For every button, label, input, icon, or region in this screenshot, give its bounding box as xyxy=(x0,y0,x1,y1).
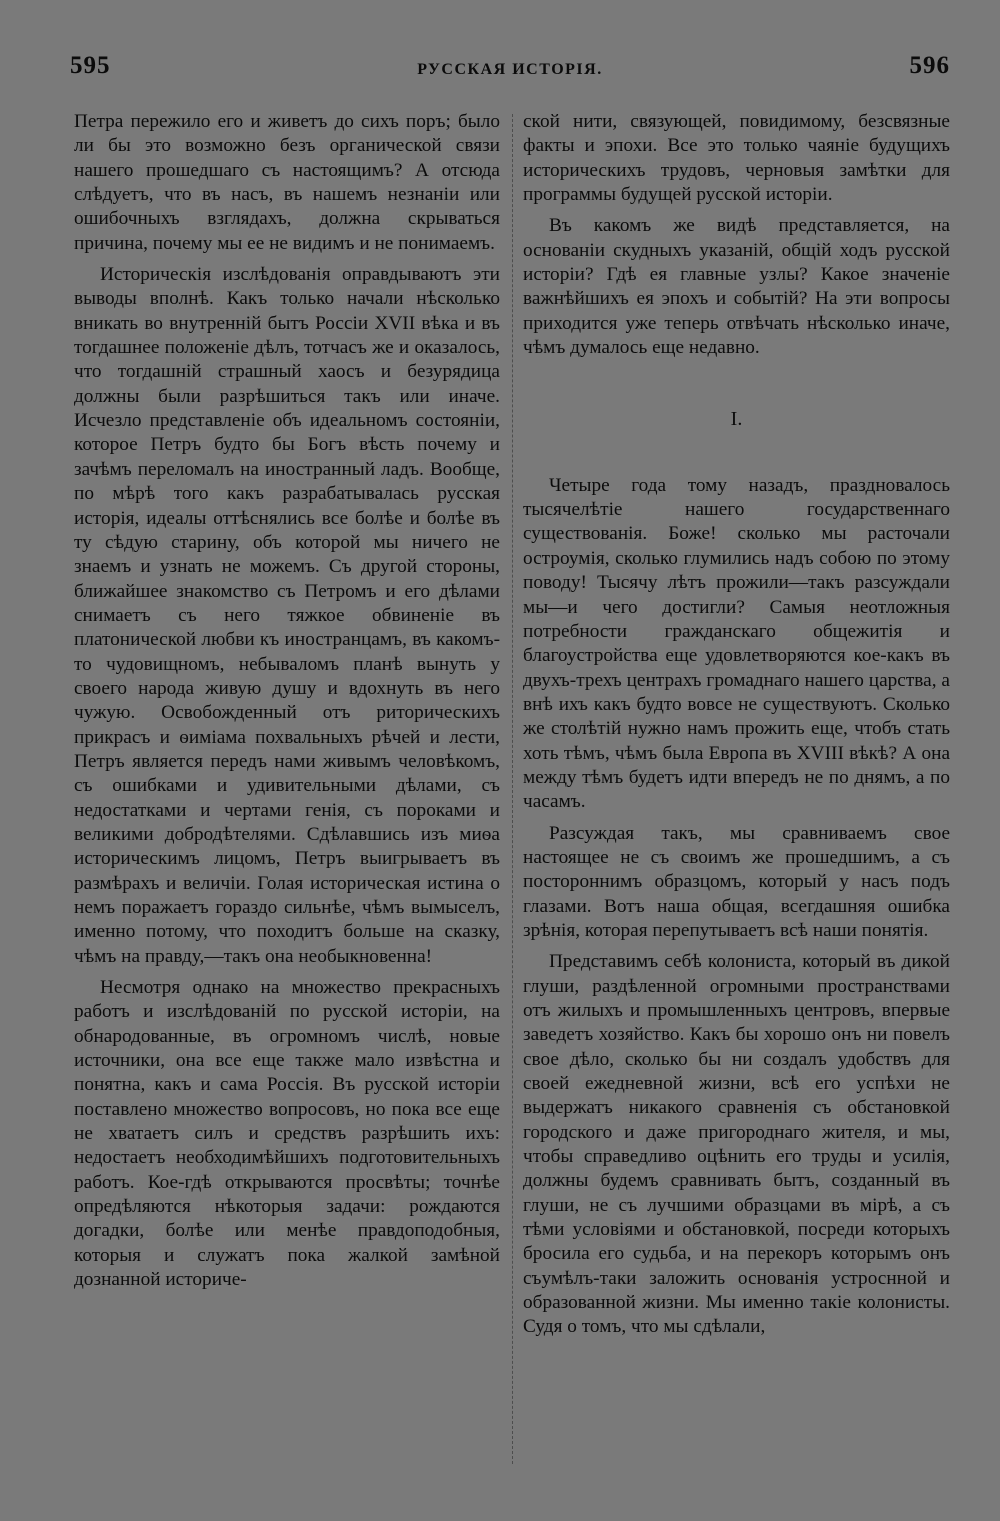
paragraph: Четыре года тому назадъ, праздновалось тысячелѣтіе нашего государственнаго существованія. Боже! сколько мы расточали остроумія, сколько глумились надъ собою по этому поводу! Тысячу лѣтъ прожили—такъ разсуждали мы—и чего достигли? Самыя неотложныя потребности гражданскаго общежитія и благоустройства еще удовлетворяются кое-какъ въ двухъ-трехъ центрахъ громаднаго нашего царства, а внѣ ихъ какъ будто вовсе не существуютъ. Сколько же столѣтій нужно намъ прожить еще, чтобъ стать хоть тѣмъ, чѣмъ была Европа въ XVIII вѣкѣ? А она между тѣмъ будетъ идти впередъ не по днямъ, а по часамъ. xyxy=(523,474,950,813)
running-title: РУССКАЯ ИСТОРІЯ. xyxy=(417,61,603,78)
page-number-left: 595 xyxy=(70,52,111,79)
paragraph: Разсуждая такъ, мы сравниваемъ свое настоящее не съ своимъ же прошедшимъ, а съ постороннимъ образцомъ, который у насъ подъ глазами. Вотъ наша общая, всегдашняя ошибка зрѣнія, которая перепутываетъ всѣ наши понятія. xyxy=(523,822,950,941)
column-divider xyxy=(512,114,513,1464)
paragraph: Историческія изслѣдованія оправдываютъ эти выводы вполнѣ. Какъ только начали нѣсколько вникать во внутренній бытъ Россіи XVII вѣка и въ тогдашнее положеніе дѣлъ, тотчасъ же и оказалось, что тогдашній страшный хаосъ и безурядица должны были разрѣшиться такъ или иначе. Исчезло представленіе объ идеальномъ состояніи, которое Петръ будто бы Богъ вѣсть почему и зачѣмъ переломалъ на иностранный ладъ. Вообще, по мѣрѣ того какъ разрабатывалась русская исторія, идеалы оттѣснялись все болѣе и болѣе въ ту сѣдую старину, объ которой мы ничего не знаемъ и узнать не можемъ. Съ другой стороны, ближайшее знакомство съ Петромъ и его дѣлами снимаетъ съ него тяжкое обвиненіе въ платонической любви къ иностранцамъ, въ какомъ-то чудовищномъ, небываломъ планѣ вынуть у своего народа живую душу и вдохнуть въ него чужую. Освобожденный отъ риторическихъ прикрасъ и ѳиміама похвальныхъ рѣчей и лести, Петръ является передъ нами живымъ человѣкомъ, съ ошибками и удивительными дѣлами, съ недостатками и чертами генія, съ пороками и великими добродѣтелями. Сдѣлавшись изъ миѳа историческимъ лицомъ, Петръ выигрываетъ въ размѣрахъ и величіи. Голая историческая истина о немъ поражаетъ гораздо сильнѣе, чѣмъ вымыселъ, именно потому, что походитъ больше на сказку, чѣмъ на правду,—такъ она необыкновенна! xyxy=(74,264,500,967)
page-number-right: 596 xyxy=(909,52,950,79)
section-heading: I. xyxy=(730,408,743,431)
paragraph: Петра пережило его и живетъ до сихъ поръ; было ли бы это возможно безъ органической связи нашего прошедшаго съ настоящимъ? А отсюда слѣдуетъ, что въ насъ, въ нашемъ незнаніи или ошибочныхъ взглядахъ, должна скрываться причина, почему мы ее не видимъ и не понимаемъ. xyxy=(74,111,500,254)
paragraph: ской нити, связующей, повидимому, безсвязные факты и эпохи. Все это только чаяніе будущихъ историческихъ трудовъ, черновыя замѣтки для программы будущей русской исторіи. xyxy=(523,111,950,206)
paragraph: Представимъ себѣ колониста, который въ дикой глуши, раздѣленной огромными пространствами отъ жилыхъ и промышленныхъ центровъ, впервые заведетъ хозяйство. Какъ бы хорошо онъ ни повелъ свое дѣло, сколько бы ни создалъ удобствъ для своей ежедневной жизни, всѣ его успѣхи не выдержатъ никакого сравненія съ обстановкой городского и даже пригороднаго жителя, и мы, чтобы справедливо оцѣнить его труды и усилія, должны будемъ сравнивать бытъ, созданный въ глуши, не съ лучшими образцами въ мірѣ, а съ тѣми условіями и обстановкой, посреди которыхъ бросила его судьба, и на перекоръ которымъ онъ съумѣлъ-таки заложить основанія устроснной и образованной жизни. Мы именно такіе колонисты. Судя о томъ, что мы сдѣлали, xyxy=(523,951,950,1338)
paragraph: Несмотря однако на множество прекрасныхъ работъ и изслѣдованій по русской исторіи, на обнародованные, въ огромномъ числѣ, новые источники, она все еще также мало извѣстна и понятна, какъ и сама Россія. Въ русской исторіи поставлено множество вопросовъ, но пока все еще не хватаетъ силъ и средствъ разрѣшить ихъ: недостаетъ необходимѣйшихъ подготовительныхъ работъ. Кое-гдѣ открываются просвѣты; точнѣе опредѣляются нѣкоторыя задачи: рождаются догадки, болѣе или менѣе правдоподобныя, которыя и служатъ пока жалкой замѣной дознанной историче- xyxy=(74,977,500,1291)
page-header xyxy=(70,52,950,92)
right-column xyxy=(523,110,950,1347)
left-column xyxy=(74,110,500,1300)
paragraph: Въ какомъ же видѣ представляется, на основаніи скудныхъ указаній, общій ходъ русской исторіи? Гдѣ ея главные узлы? Какое значеніе важнѣйшихъ ея эпохъ и событій? На эти вопросы приходится уже теперь отвѣчать нѣсколько иначе, чѣмъ думалось еще недавно. xyxy=(523,215,950,359)
